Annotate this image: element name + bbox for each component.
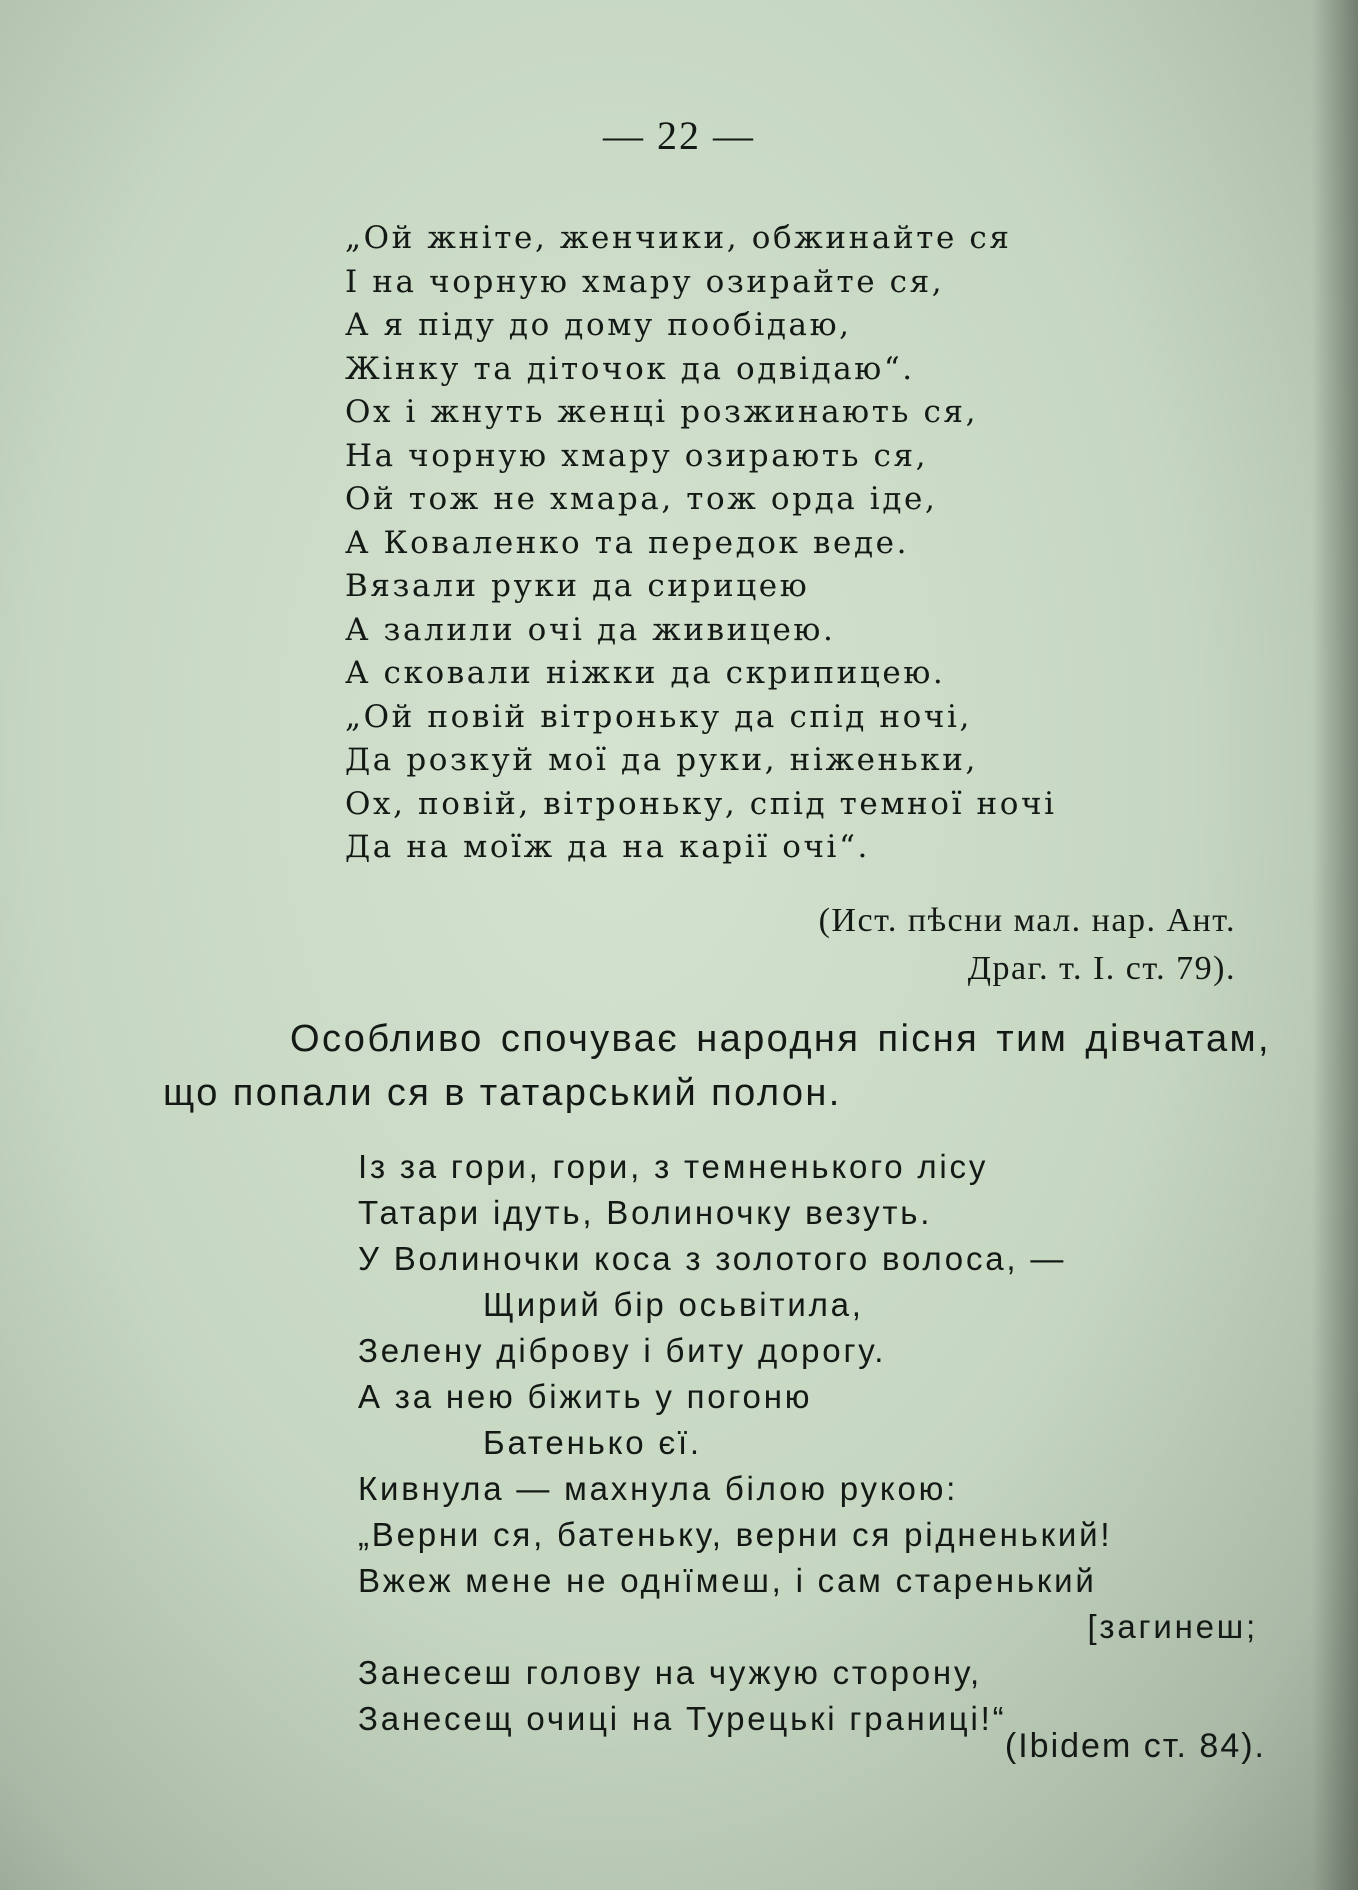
poem-line: І на чорную хмару озирайте ся, bbox=[345, 263, 945, 300]
poem-line: Да на моїж да на карії очі“. bbox=[345, 829, 870, 865]
poem-line: Ох, повій, вітроньку, спід темної ночі bbox=[345, 785, 1057, 822]
poem-line: Із за гори, гори, з темненького лісу bbox=[358, 1148, 989, 1185]
prose-paragraph: Особливо спочуває народня пісня тим дівчатам, що попали ся в татарський полон. bbox=[163, 1018, 1271, 1114]
citation-first bbox=[819, 897, 1236, 993]
poem-line: Занесеш голову на чужую сторону, bbox=[358, 1654, 982, 1691]
poem-line: А Коваленко та передок веде. bbox=[345, 524, 910, 561]
poem-line: А залили очі да живицею. bbox=[345, 611, 836, 648]
page-shadow-edge bbox=[1312, 0, 1358, 1890]
poem-line: Батенько єї. bbox=[483, 1424, 702, 1461]
citation-line: Драг. т. І. ст. 79). bbox=[967, 950, 1236, 987]
poem-second bbox=[358, 1144, 1258, 1742]
poem-line: Зелену діброву і биту дорогу. bbox=[358, 1332, 887, 1369]
poem-line: „Ой повій вітроньку да спід ночі, bbox=[345, 698, 972, 735]
poem-line: „Верни ся, батеньку, верни ся рідненький! bbox=[358, 1516, 1113, 1553]
poem-line: Кивнула — махнула білою рукою: bbox=[358, 1470, 959, 1507]
poem-line: А за нею біжить у погоню bbox=[358, 1378, 813, 1415]
poem-line-overflow: [загинеш; bbox=[1087, 1608, 1258, 1645]
poem-line: На чорную хмару озирають ся, bbox=[345, 437, 929, 474]
poem-line: Ой тож не хмара, тож орда іде, bbox=[345, 481, 938, 517]
poem-line: „Ой жніте, женчики, обжинайте ся bbox=[345, 220, 1012, 256]
poem-line: А я піду до дому пообідаю, bbox=[345, 307, 852, 343]
poem-line: Вжеж мене не однїмеш, і сам старенький bbox=[358, 1562, 1097, 1599]
poem-line: Жінку та діточок да одвідаю“. bbox=[345, 350, 915, 387]
page-number: — 22 — bbox=[603, 113, 755, 158]
poem-line: А сковали ніжки да скрипицею. bbox=[345, 655, 946, 691]
poem-line: Да розкуй мої да руки, ніженьки, bbox=[345, 742, 978, 778]
citation-line: (Ист. пѣсни мал. нар. Ант. bbox=[818, 902, 1236, 939]
poem-line: Вязали руки да сирицею bbox=[345, 568, 810, 604]
poem-line: Щирий бір осьвітила, bbox=[483, 1286, 864, 1323]
poem-first bbox=[345, 217, 1057, 870]
poem-line: Занесещ очиці на Турецькі границі!“ bbox=[358, 1700, 1007, 1737]
citation-second: (Ibidem ст. 84). bbox=[1004, 1727, 1266, 1765]
poem-line: Татари ідуть, Волиночку везуть. bbox=[358, 1194, 933, 1231]
poem-line: У Волиночки коса з золотого волоса, — bbox=[358, 1240, 1067, 1277]
poem-line: Ох і жнуть женці розжинають ся, bbox=[345, 394, 979, 430]
